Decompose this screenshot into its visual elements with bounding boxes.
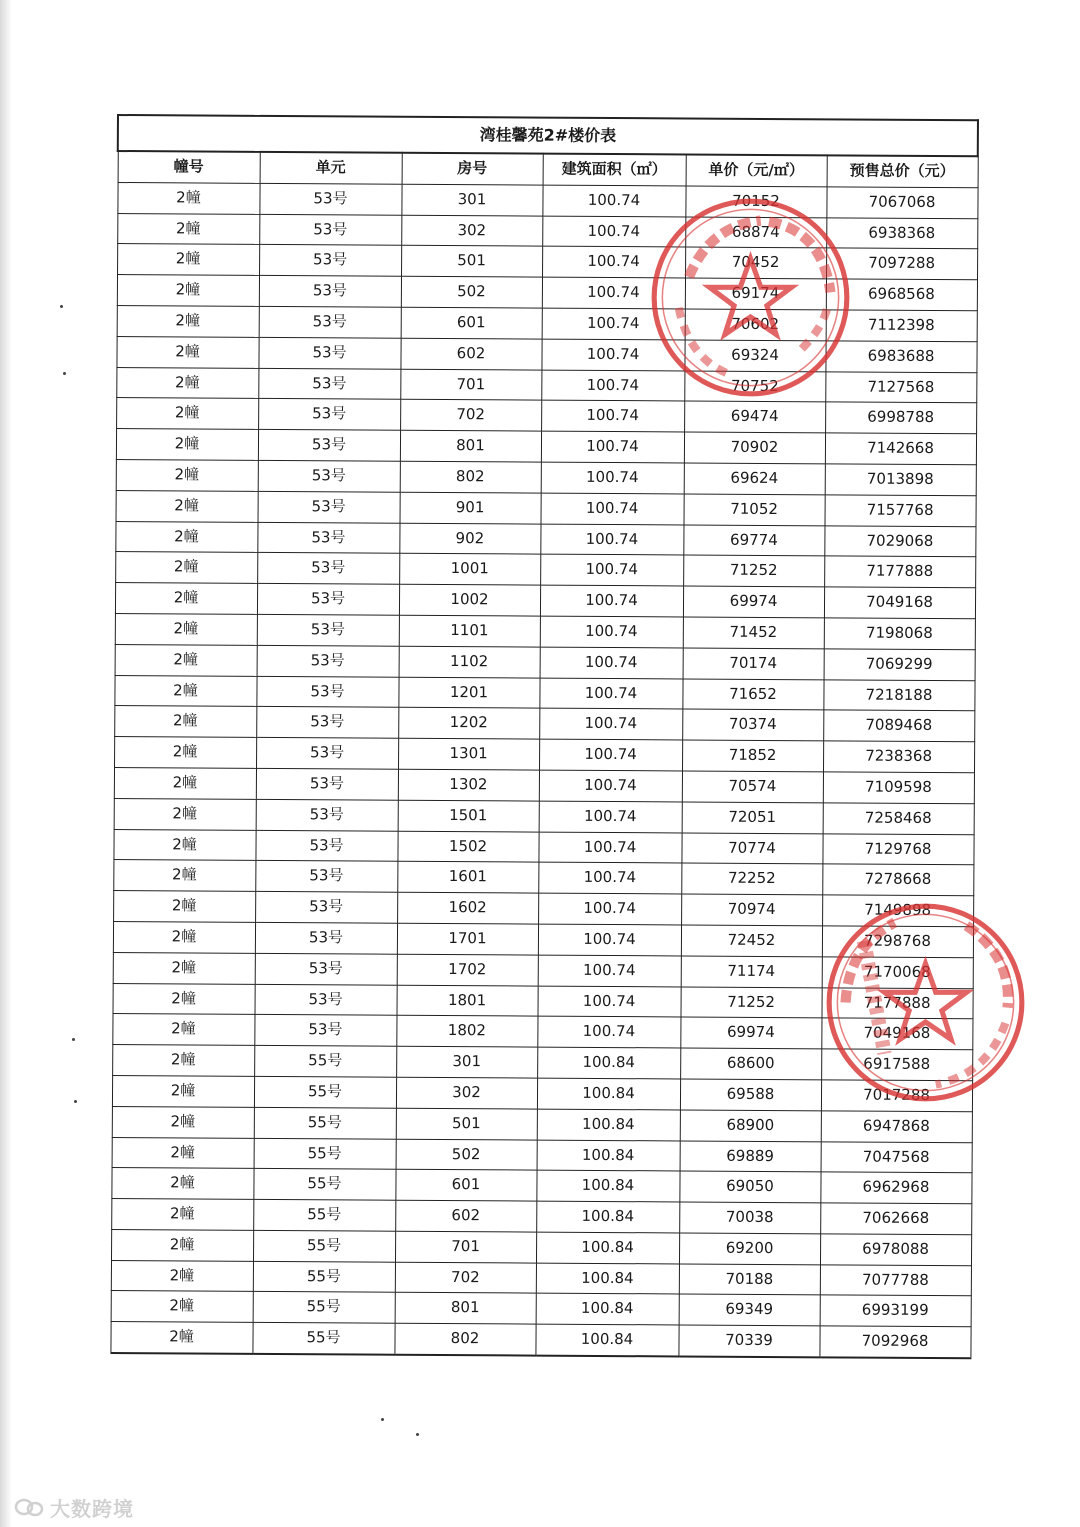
unit-cell: 53号 — [258, 337, 400, 369]
building-cell: 2幢 — [113, 860, 255, 892]
unit-cell: 55号 — [254, 1045, 396, 1077]
room-cell: 1702 — [397, 954, 538, 986]
building-cell: 2幢 — [111, 1229, 253, 1261]
column-header: 幢号 — [118, 151, 260, 183]
total-price-cell: 6962968 — [820, 1172, 971, 1204]
area-cell: 100.84 — [537, 1047, 680, 1079]
unit-price-cell: 68874 — [685, 217, 826, 249]
building-cell: 2幢 — [110, 1322, 252, 1354]
unit-cell: 53号 — [255, 984, 397, 1016]
room-cell: 301 — [396, 1046, 537, 1078]
total-price-cell: 7092968 — [819, 1326, 970, 1358]
unit-cell: 55号 — [254, 1076, 396, 1108]
unit-cell: 53号 — [258, 460, 400, 492]
area-cell: 100.74 — [540, 554, 683, 586]
scan-speck — [63, 372, 66, 375]
area-cell: 100.74 — [542, 277, 685, 309]
chat-bubble-icon — [14, 1498, 44, 1518]
total-price-cell: 7062668 — [820, 1203, 971, 1235]
total-price-cell: 7013898 — [825, 464, 976, 496]
unit-cell: 53号 — [256, 799, 398, 831]
unit-cell: 55号 — [253, 1230, 395, 1262]
unit-cell: 55号 — [252, 1323, 394, 1355]
area-cell: 100.74 — [541, 339, 684, 371]
room-cell: 802 — [400, 461, 541, 493]
room-cell: 1302 — [398, 769, 539, 801]
scan-speck — [74, 1100, 77, 1103]
total-price-cell: 7129768 — [822, 833, 973, 865]
area-cell: 100.84 — [536, 1201, 679, 1233]
total-price-cell: 7049168 — [824, 587, 975, 619]
building-cell: 2幢 — [117, 244, 259, 276]
unit-price-cell: 70452 — [685, 247, 826, 279]
total-price-cell: 7047568 — [821, 1141, 972, 1173]
area-cell: 100.74 — [541, 431, 684, 463]
room-cell: 801 — [400, 430, 541, 462]
unit-price-cell: 71252 — [683, 555, 824, 587]
total-price-cell: 7198068 — [824, 618, 975, 650]
room-cell: 302 — [401, 215, 542, 247]
room-cell: 502 — [396, 1139, 537, 1171]
unit-price-cell: 69050 — [679, 1171, 820, 1203]
room-cell: 1101 — [399, 615, 540, 647]
room-cell: 1001 — [399, 554, 540, 586]
room-cell: 1202 — [398, 708, 539, 740]
scan-speck — [381, 1418, 384, 1421]
unit-price-cell: 71852 — [682, 740, 823, 772]
area-cell: 100.74 — [537, 986, 680, 1018]
total-price-cell: 7258468 — [823, 803, 974, 835]
total-price-cell: 7077788 — [820, 1265, 971, 1297]
unit-price-cell: 71452 — [683, 617, 824, 649]
unit-price-cell: 71252 — [680, 986, 821, 1018]
watermark — [14, 1493, 134, 1522]
room-cell: 702 — [395, 1262, 536, 1294]
total-price-cell: 7278668 — [822, 864, 973, 896]
unit-cell: 53号 — [259, 214, 401, 246]
area-cell: 100.74 — [538, 924, 681, 956]
building-cell: 2幢 — [117, 182, 259, 214]
room-cell: 1602 — [397, 892, 538, 924]
header-row — [118, 151, 978, 188]
room-cell: 502 — [401, 276, 542, 308]
unit-price-cell: 72051 — [682, 802, 823, 834]
unit-cell: 53号 — [255, 830, 397, 862]
building-cell: 2幢 — [114, 798, 256, 830]
area-cell: 100.74 — [541, 462, 684, 494]
room-cell: 1502 — [397, 831, 538, 863]
area-cell: 100.84 — [536, 1263, 679, 1295]
area-cell: 100.74 — [538, 893, 681, 925]
unit-cell: 53号 — [258, 399, 400, 431]
building-cell: 2幢 — [116, 367, 258, 399]
building-cell: 2幢 — [113, 921, 255, 953]
unit-price-cell: 69474 — [684, 401, 825, 433]
building-cell: 2幢 — [113, 983, 255, 1015]
unit-price-cell: 68600 — [680, 1048, 821, 1080]
area-cell: 100.74 — [542, 308, 685, 340]
unit-price-cell: 70574 — [682, 771, 823, 803]
unit-price-cell: 69624 — [684, 463, 825, 495]
area-cell: 100.74 — [542, 216, 685, 248]
unit-price-cell: 69974 — [680, 1017, 821, 1049]
area-cell: 100.74 — [539, 708, 682, 740]
unit-price-cell: 70038 — [679, 1202, 820, 1234]
room-cell: 1501 — [398, 800, 539, 832]
unit-cell: 53号 — [255, 953, 397, 985]
scan-speck — [60, 305, 63, 308]
column-header: 预售总价（元） — [827, 155, 978, 187]
area-cell: 100.84 — [537, 1109, 680, 1141]
building-cell: 2幢 — [115, 521, 257, 553]
building-cell: 2幢 — [113, 829, 255, 861]
total-price-cell: 7089468 — [823, 710, 974, 742]
area-cell: 100.74 — [540, 585, 683, 617]
building-cell: 2幢 — [115, 552, 257, 584]
unit-cell: 53号 — [257, 553, 399, 585]
unit-price-cell: 69588 — [680, 1079, 821, 1111]
unit-cell: 53号 — [255, 922, 397, 954]
total-price-cell: 6983688 — [825, 341, 976, 373]
total-price-cell: 7109598 — [823, 772, 974, 804]
area-cell: 100.84 — [537, 1140, 680, 1172]
total-price-cell: 7170068 — [822, 957, 973, 989]
total-price-cell: 7238368 — [823, 741, 974, 773]
total-price-cell: 7029068 — [824, 525, 975, 557]
total-price-cell: 7097288 — [826, 248, 977, 280]
unit-cell: 53号 — [255, 891, 397, 923]
unit-price-cell: 70602 — [685, 309, 826, 341]
table-row — [110, 1322, 970, 1359]
table-body — [110, 182, 977, 1358]
area-cell: 100.74 — [539, 801, 682, 833]
building-cell: 2幢 — [115, 583, 257, 615]
total-price-cell: 7177888 — [824, 556, 975, 588]
room-cell: 1801 — [396, 985, 537, 1017]
area-cell: 100.74 — [539, 739, 682, 771]
unit-cell: 53号 — [257, 614, 399, 646]
area-cell: 100.74 — [537, 1016, 680, 1048]
room-cell: 701 — [400, 369, 541, 401]
column-header: 建筑面积（㎡） — [543, 154, 686, 186]
column-header: 单元 — [260, 152, 402, 184]
building-cell: 2幢 — [116, 336, 258, 368]
area-cell: 100.74 — [542, 246, 685, 278]
room-cell: 1002 — [399, 584, 540, 616]
total-price-cell: 6993199 — [820, 1295, 971, 1327]
building-cell: 2幢 — [111, 1260, 253, 1292]
building-cell: 2幢 — [116, 429, 258, 461]
price-table — [109, 114, 979, 1359]
building-cell: 2幢 — [112, 1137, 254, 1169]
unit-price-cell: 71174 — [681, 956, 822, 988]
unit-cell: 55号 — [253, 1169, 395, 1201]
unit-cell: 55号 — [254, 1138, 396, 1170]
room-cell: 1301 — [398, 738, 539, 770]
building-cell: 2幢 — [115, 613, 257, 645]
unit-price-cell: 72452 — [681, 925, 822, 957]
total-price-cell: 7149898 — [822, 895, 973, 927]
unit-price-cell: 70339 — [678, 1325, 819, 1357]
total-price-cell: 7157768 — [825, 495, 976, 527]
unit-price-cell: 70188 — [679, 1264, 820, 1296]
building-cell: 2幢 — [111, 1168, 253, 1200]
building-cell: 2幢 — [117, 213, 259, 245]
column-header: 单价（元/㎡） — [686, 154, 827, 186]
total-price-cell: 6998788 — [825, 402, 976, 434]
unit-cell: 53号 — [259, 245, 401, 277]
unit-price-cell: 70774 — [681, 832, 822, 864]
unit-price-cell: 68900 — [680, 1110, 821, 1142]
area-cell: 100.74 — [538, 955, 681, 987]
area-cell: 100.74 — [541, 400, 684, 432]
unit-price-cell: 70152 — [685, 186, 826, 218]
unit-price-cell: 70174 — [683, 648, 824, 680]
total-price-cell: 7017288 — [821, 1080, 972, 1112]
room-cell: 501 — [401, 246, 542, 278]
scan-speck — [72, 1038, 75, 1041]
building-cell: 2幢 — [112, 1075, 254, 1107]
building-cell: 2幢 — [115, 644, 257, 676]
area-cell: 100.74 — [540, 616, 683, 648]
unit-price-cell: 70902 — [684, 432, 825, 464]
area-cell: 100.84 — [536, 1232, 679, 1264]
unit-price-cell: 69774 — [683, 525, 824, 557]
room-cell: 601 — [401, 307, 542, 339]
total-price-cell: 6917588 — [821, 1049, 972, 1081]
building-cell: 2幢 — [112, 1045, 254, 1077]
room-cell: 702 — [400, 400, 541, 432]
unit-price-cell: 69974 — [683, 586, 824, 618]
room-cell: 801 — [395, 1293, 536, 1325]
unit-price-cell: 69174 — [685, 278, 826, 310]
room-cell: 1601 — [397, 862, 538, 894]
unit-price-cell: 71052 — [684, 494, 825, 526]
unit-cell: 53号 — [259, 276, 401, 308]
unit-cell: 55号 — [253, 1261, 395, 1293]
room-cell: 802 — [394, 1323, 535, 1355]
total-price-cell: 6947868 — [821, 1111, 972, 1143]
area-cell: 100.84 — [536, 1294, 679, 1326]
building-cell: 2幢 — [111, 1199, 253, 1231]
scan-speck — [416, 1433, 419, 1436]
room-cell: 601 — [395, 1170, 536, 1202]
total-price-cell: 7067068 — [826, 187, 977, 219]
building-cell: 2幢 — [114, 737, 256, 769]
unit-price-cell: 70752 — [684, 371, 825, 403]
total-price-cell: 7298768 — [822, 926, 973, 958]
unit-cell: 53号 — [254, 1015, 396, 1047]
area-cell: 100.74 — [540, 524, 683, 556]
area-cell: 100.84 — [535, 1324, 678, 1356]
building-cell: 2幢 — [117, 275, 259, 307]
total-price-cell: 6968568 — [826, 279, 977, 311]
watermark-text: 大数跨境 — [50, 1497, 134, 1521]
area-cell: 100.74 — [538, 862, 681, 894]
area-cell: 100.74 — [539, 770, 682, 802]
price-table-container — [117, 114, 977, 1354]
unit-cell: 53号 — [255, 861, 397, 893]
room-cell: 501 — [396, 1108, 537, 1140]
total-price-cell: 7049168 — [821, 1018, 972, 1050]
room-cell: 701 — [395, 1231, 536, 1263]
title-row — [118, 115, 978, 156]
building-cell: 2幢 — [116, 459, 258, 491]
room-cell: 1201 — [398, 677, 539, 709]
unit-price-cell: 71652 — [682, 679, 823, 711]
total-price-cell: 7142668 — [825, 433, 976, 465]
unit-cell: 55号 — [253, 1292, 395, 1324]
total-price-cell: 6938368 — [826, 217, 977, 249]
total-price-cell: 7218188 — [823, 679, 974, 711]
unit-cell: 53号 — [257, 584, 399, 616]
building-cell: 2幢 — [114, 675, 256, 707]
area-cell: 100.74 — [538, 832, 681, 864]
unit-price-cell: 69200 — [679, 1233, 820, 1265]
unit-price-cell: 70974 — [681, 894, 822, 926]
unit-price-cell: 69349 — [679, 1294, 820, 1326]
unit-cell: 53号 — [256, 707, 398, 739]
area-cell: 100.74 — [541, 370, 684, 402]
room-cell: 1802 — [396, 1016, 537, 1048]
unit-cell: 55号 — [254, 1107, 396, 1139]
unit-cell: 53号 — [259, 306, 401, 338]
area-cell: 100.74 — [542, 185, 685, 217]
room-cell: 602 — [400, 338, 541, 370]
total-price-cell: 7177888 — [821, 987, 972, 1019]
unit-cell: 53号 — [257, 522, 399, 554]
unit-price-cell: 69889 — [680, 1140, 821, 1172]
area-cell: 100.74 — [540, 647, 683, 679]
area-cell: 100.74 — [541, 493, 684, 525]
unit-cell: 53号 — [258, 430, 400, 462]
unit-cell: 53号 — [256, 676, 398, 708]
unit-price-cell: 70374 — [682, 709, 823, 741]
room-cell: 902 — [399, 523, 540, 555]
unit-cell: 53号 — [256, 768, 398, 800]
area-cell: 100.74 — [539, 678, 682, 710]
total-price-cell: 6978088 — [820, 1234, 971, 1266]
unit-cell: 53号 — [256, 738, 398, 770]
building-cell: 2幢 — [113, 891, 255, 923]
total-price-cell: 7112398 — [826, 310, 977, 342]
building-cell: 2幢 — [116, 398, 258, 430]
unit-price-cell: 72252 — [681, 863, 822, 895]
room-cell: 1701 — [397, 923, 538, 955]
building-cell: 2幢 — [113, 952, 255, 984]
unit-cell: 53号 — [257, 645, 399, 677]
scan-edge — [0, 0, 12, 1527]
unit-cell: 53号 — [258, 368, 400, 400]
room-cell: 1102 — [399, 646, 540, 678]
area-cell: 100.84 — [536, 1170, 679, 1202]
building-cell: 2幢 — [116, 490, 258, 522]
unit-cell: 53号 — [259, 183, 401, 215]
building-cell: 2幢 — [117, 305, 259, 337]
room-cell: 301 — [401, 184, 542, 216]
building-cell: 2幢 — [112, 1014, 254, 1046]
total-price-cell: 7127568 — [825, 371, 976, 403]
unit-price-cell: 69324 — [684, 340, 825, 372]
table-title: 湾桂馨苑2#楼价表 — [118, 115, 978, 156]
building-cell: 2幢 — [111, 1291, 253, 1323]
area-cell: 100.84 — [537, 1078, 680, 1110]
room-cell: 602 — [395, 1200, 536, 1232]
building-cell: 2幢 — [114, 767, 256, 799]
building-cell: 2幢 — [112, 1106, 254, 1138]
unit-cell: 53号 — [258, 491, 400, 523]
total-price-cell: 7069299 — [824, 649, 975, 681]
unit-cell: 55号 — [253, 1199, 395, 1231]
room-cell: 901 — [400, 492, 541, 524]
column-header: 房号 — [402, 153, 543, 185]
room-cell: 302 — [396, 1077, 537, 1109]
building-cell: 2幢 — [114, 706, 256, 738]
